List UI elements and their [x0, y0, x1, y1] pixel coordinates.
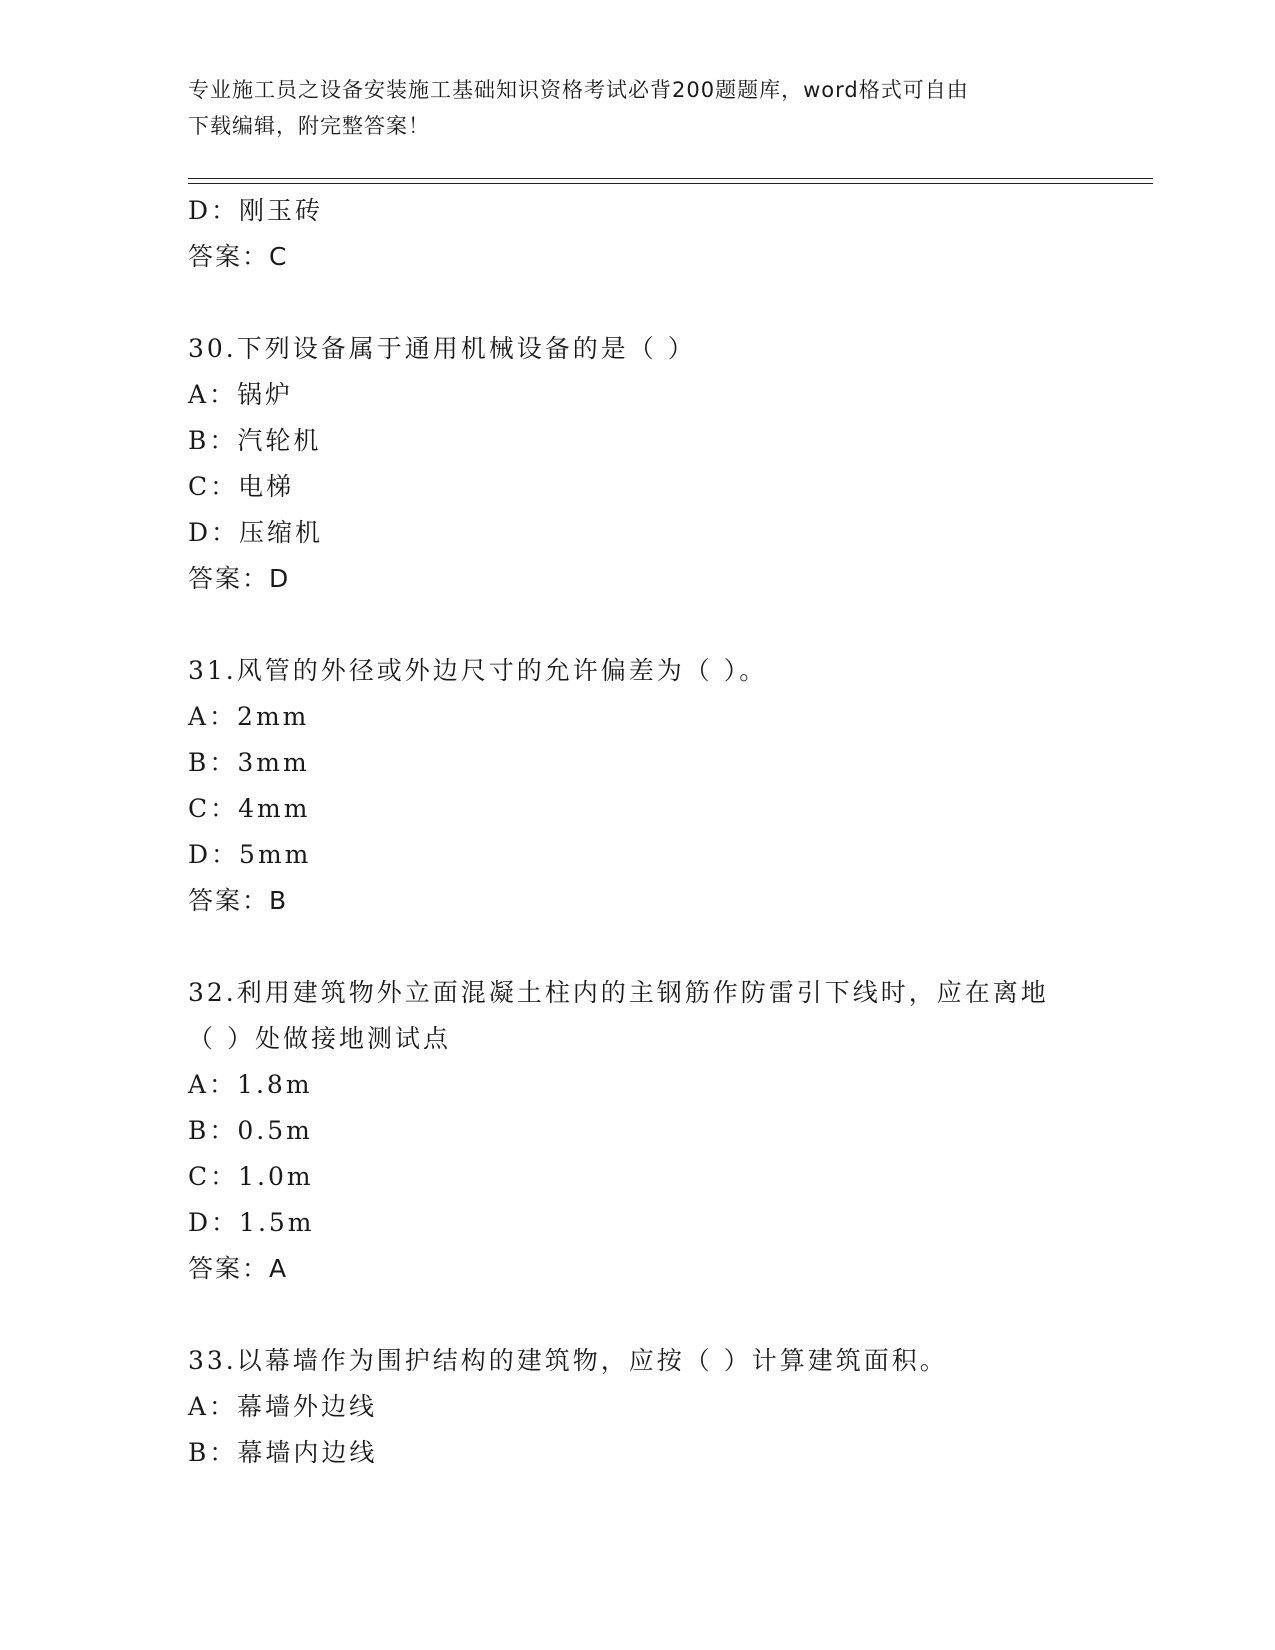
question-stem: 30.下列设备属于通用机械设备的是（ ）: [188, 334, 696, 363]
header-line-2: 下载编辑，附完整答案！: [188, 114, 430, 138]
spacer: [188, 924, 1148, 970]
option-b: B：幕墙内边线: [188, 1438, 378, 1467]
option-d: D：5mm: [188, 840, 312, 869]
header-divider-bottom: [188, 183, 1153, 184]
option-d: D：刚玉砖: [188, 196, 324, 225]
option-d: D：压缩机: [188, 518, 324, 547]
answer-label: 答案：D: [188, 564, 291, 593]
answer-label: 答案：B: [188, 886, 289, 915]
answer-label: 答案：A: [188, 1254, 289, 1283]
option-b: B：汽轮机: [188, 426, 322, 455]
spacer: [188, 1292, 1148, 1338]
question-stem-line-1: 32.利用建筑物外立面混凝土柱内的主钢筋作防雷引下线时，应在离地: [188, 978, 1049, 1007]
option-c: C：1.0m: [188, 1162, 314, 1191]
option-d: D：1.5m: [188, 1208, 315, 1237]
spacer: [188, 280, 1148, 326]
document-header: [188, 72, 1078, 144]
spacer: [188, 602, 1148, 648]
option-b: B：0.5m: [188, 1116, 313, 1145]
option-a: A：2mm: [188, 702, 310, 731]
option-b: B：3mm: [188, 748, 310, 777]
option-c: C：4mm: [188, 794, 311, 823]
option-a: A：锅炉: [188, 380, 294, 409]
option-a: A：幕墙外边线: [188, 1392, 378, 1421]
answer-label: 答案：C: [188, 242, 289, 271]
header-divider-top: [188, 178, 1153, 179]
question-stem-line-2: （ ）处做接地测试点: [188, 1024, 451, 1053]
question-stem: 31.风管的外径或外边尺寸的允许偏差为（ ）。: [188, 656, 768, 685]
option-c: C：电梯: [188, 472, 295, 501]
question-list: [188, 188, 1148, 1476]
header-line-1: 专业施工员之设备安装施工基础知识资格考试必背200题题库，word格式可自由: [188, 78, 969, 102]
option-a: A：1.8m: [188, 1070, 313, 1099]
question-stem: 33.以幕墙作为围护结构的建筑物，应按（ ）计算建筑面积。: [188, 1346, 948, 1375]
